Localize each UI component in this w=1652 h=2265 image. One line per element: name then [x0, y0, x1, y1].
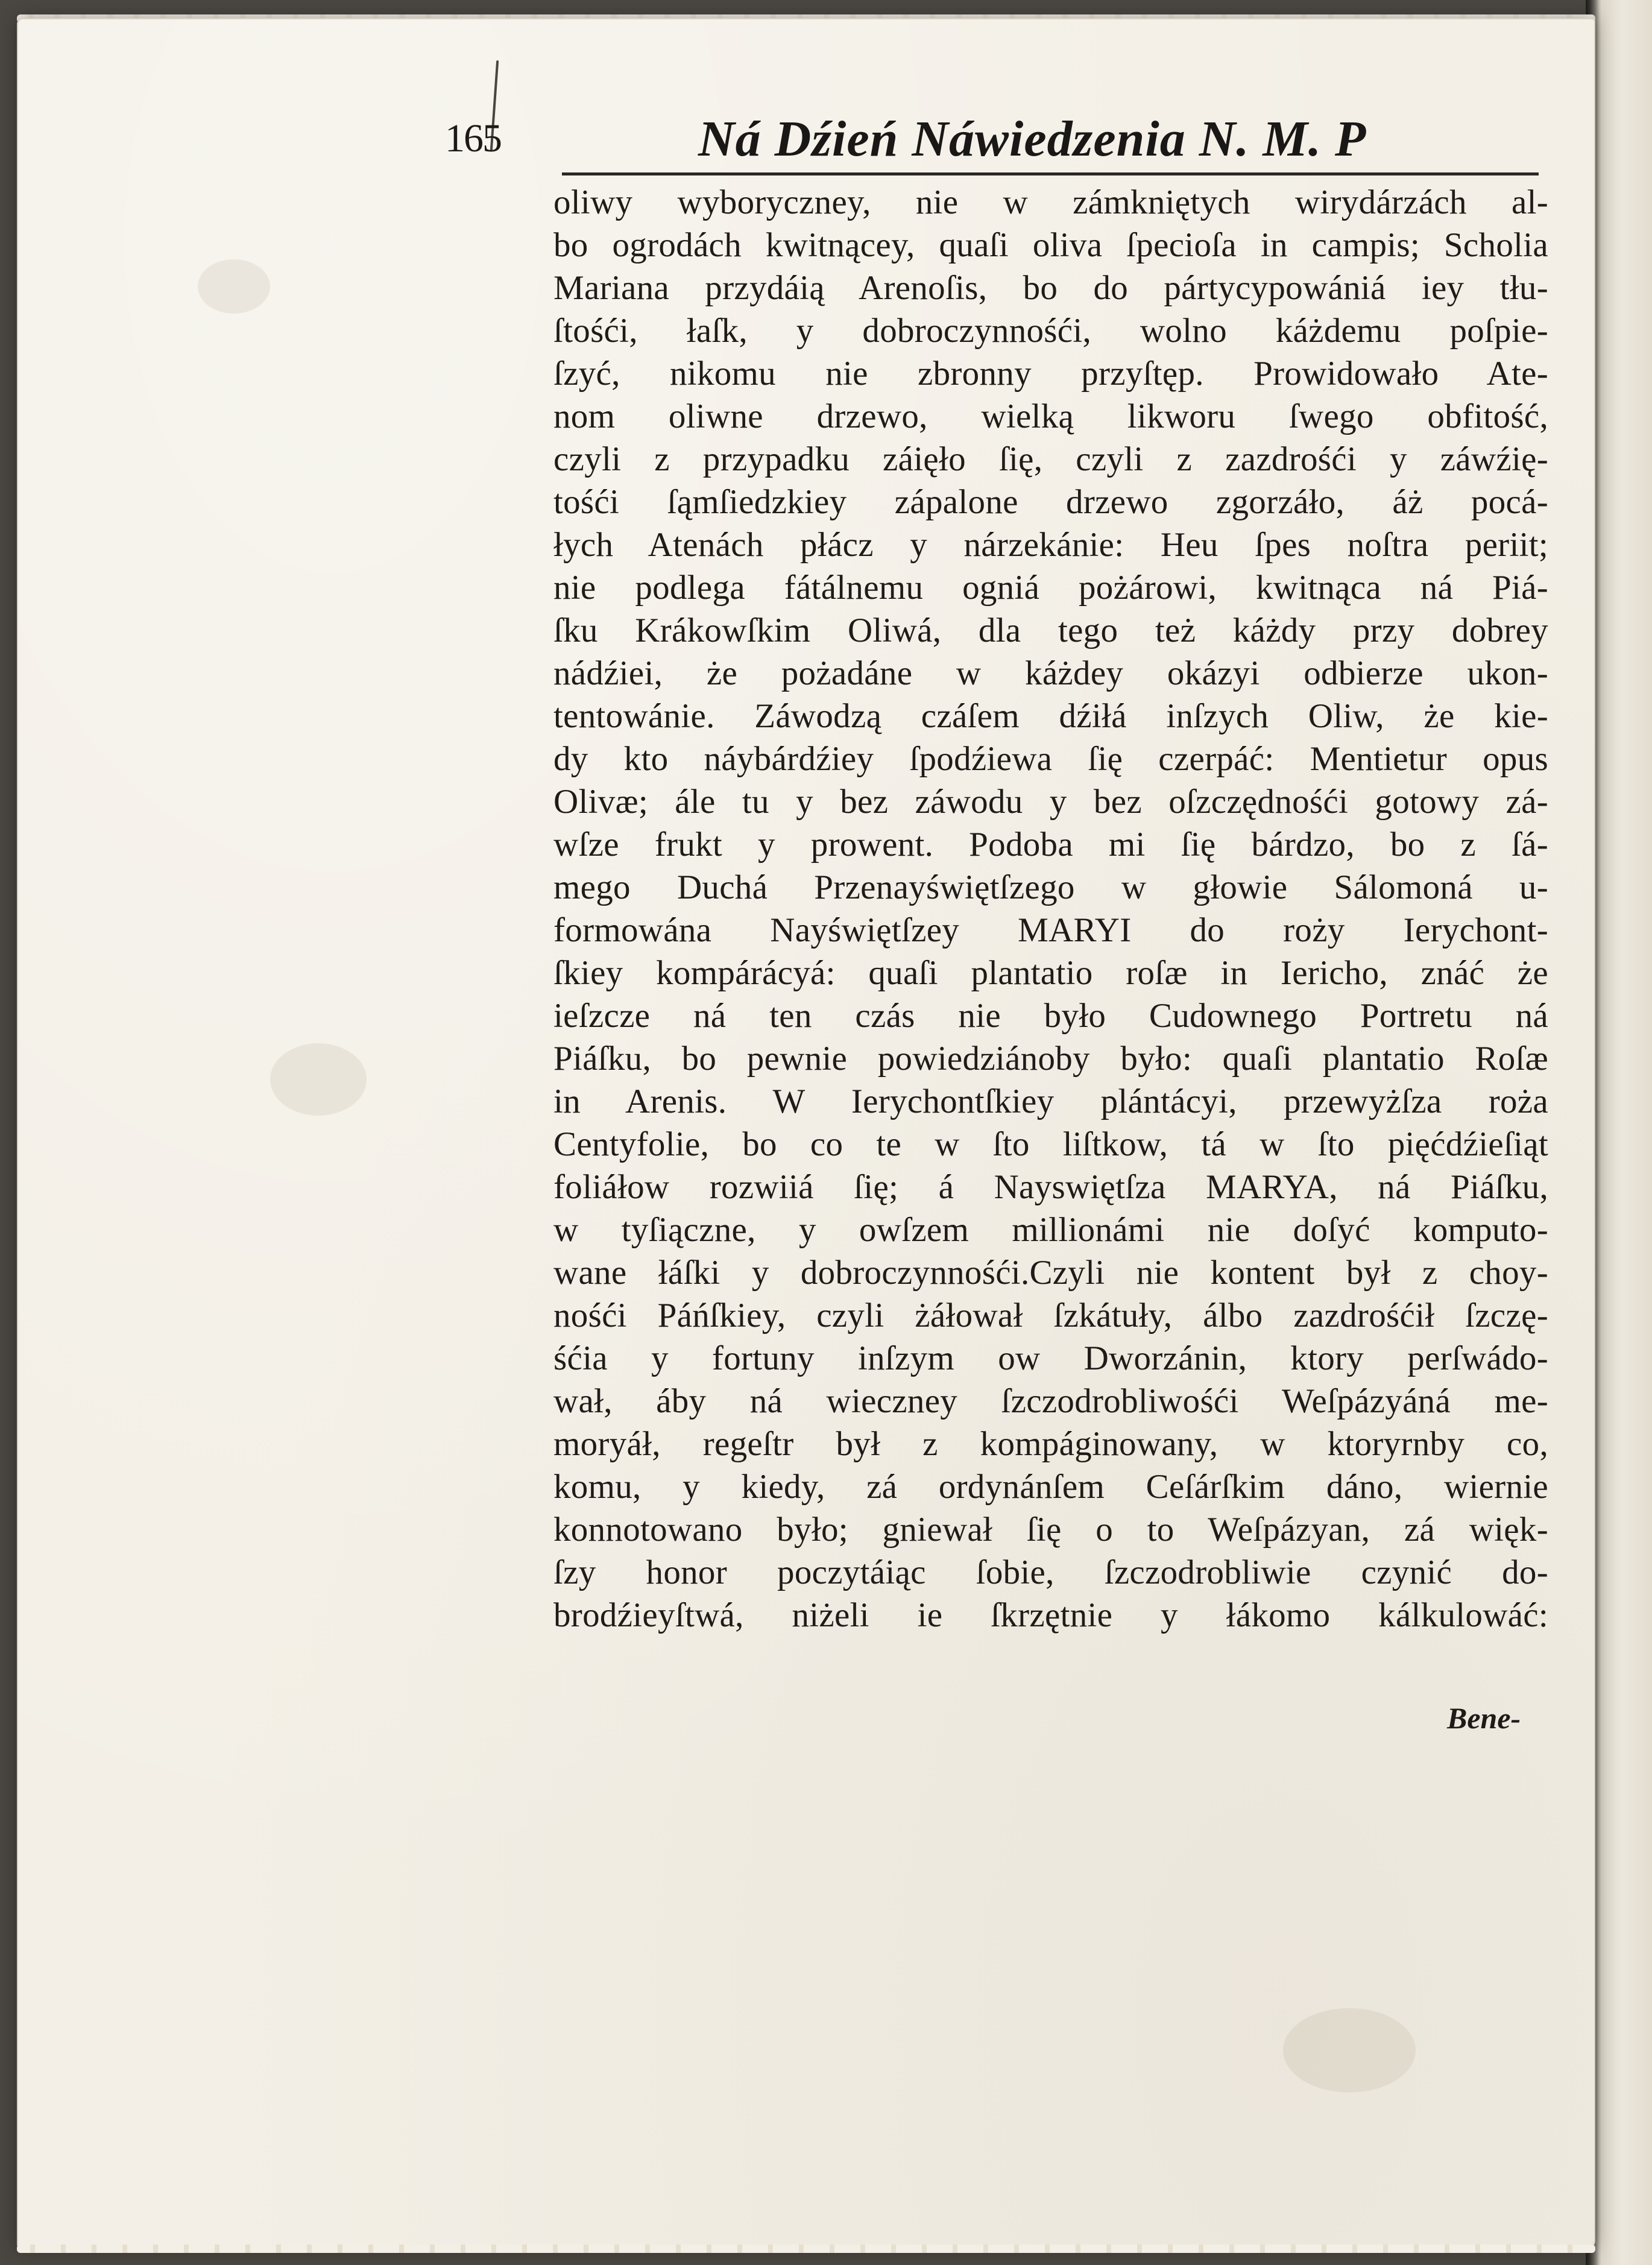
running-head [445, 104, 1554, 166]
running-title: Ná Dźień Náwiedzenia N. M. P [698, 111, 1367, 167]
text-line: formowána Nayświętſzey MARYI do roży Ierychont- [553, 911, 1548, 949]
text-line: mego Duchá Przenayświętſzego w głowie Sálomoná u- [553, 868, 1548, 906]
text-line: komu, y kiedy, zá ordynánſem Ceſárſkim dáno, wiernie [553, 1468, 1548, 1506]
text-line: ſzy honor poczytáiąc ſobie, ſzczodrobliwie czynić do- [553, 1553, 1548, 1591]
text-line: ſku Krákowſkim Oliwá, dla tego też káżdy przy dobrey [553, 611, 1548, 649]
text-line: Centyfolie, bo co te w ſto liſtkow, tá w ſto pięćdźieſiąt [553, 1125, 1548, 1163]
text-line: nośći Páńſkiey, czyli żáłował ſzkátuły, álbo zazdrośćił ſzczę- [553, 1297, 1548, 1335]
deckled-edge-bottom [17, 2244, 1595, 2253]
text-line: łych Atenách płácz y nárzekánie: Heu ſpes noſtra periit; [553, 526, 1548, 564]
text-line: nie podlega fátálnemu ogniá pożárowi, kwitnąca ná Piá- [553, 569, 1548, 607]
text-line: moryáł, regeſtr był z kompáginowany, w ktoryrnby co, [553, 1425, 1548, 1463]
text-line: wane łáſki y dobroczynnośći.Czyli nie kontent był z choy- [553, 1254, 1548, 1292]
text-line: brodźieyſtwá, niżeli ie ſkrzętnie y łákomo kálkulowáć: [553, 1596, 1548, 1634]
body-text [553, 181, 1548, 1637]
text-line: konnotowano było; gniewał ſię o to Weſpázyan, zá więk- [553, 1511, 1548, 1549]
foxing-spot [270, 1043, 367, 1116]
foxing-spot [198, 259, 270, 314]
text-line: nom oliwne drzewo, wielką likworu ſwego obfitość, [553, 397, 1548, 435]
text-line: bo ogrodách kwitnącey, quaſi oliva ſpecioſa in campis; Scholia [553, 226, 1548, 264]
catchword: Bene- [1447, 1701, 1521, 1735]
text-line: ſzyć, nikomu nie zbronny przyſtęp. Prowidowało Ate- [553, 355, 1548, 393]
facing-page-edge [1586, 0, 1652, 2265]
text-line: ſkiey kompárácyá: quaſi plantatio roſæ in Iericho, znáć że [553, 954, 1548, 992]
text-line: w tyſiączne, y owſzem millionámi nie doſyć komputo- [553, 1211, 1548, 1249]
text-line: wał, áby ná wieczney ſzczodrobliwośći Weſpázyáná me- [553, 1382, 1548, 1420]
page-number: 165 [445, 116, 501, 160]
text-line: foliáłow rozwiiá ſię; á Nayswiętſza MARYA, ná Piáſku, [553, 1168, 1548, 1206]
text-line: Piáſku, bo pewnie powiedziánoby było: quaſi plantatio Roſæ [553, 1040, 1548, 1078]
text-line: wſze frukt y prowent. Podoba mi ſię bárdzo, bo z ſá- [553, 826, 1548, 864]
text-line: in Arenis. W Ierychontſkiey plántácyi, przewyżſza roża [553, 1082, 1548, 1120]
header-rule [562, 172, 1539, 175]
text-line: Mariana przydáią Arenoſis, bo do pártycypowániá iey tłu- [553, 269, 1548, 307]
text-line: nádźiei, że pożadáne w káżdey okázyi odbierze ukon- [553, 654, 1548, 692]
text-line: czyli z przypadku záięło ſię, czyli z zazdrośći y záwźię- [553, 440, 1548, 478]
text-line: Olivæ; ále tu y bez záwodu y bez oſzczędnośći gotowy zá- [553, 783, 1548, 821]
text-line: ieſzcze ná ten czás nie było Cudownego Portretu ná [553, 997, 1548, 1035]
text-line: oliwy wyboryczney, nie w zámkniętych wirydárzách al- [553, 183, 1548, 221]
text-line: tośći ſąmſiedzkiey zápalone drzewo zgorzáło, áż pocá- [553, 483, 1548, 521]
text-line: ſtośći, łaſk, y dobroczynnośći, wolno káżdemu poſpie- [553, 312, 1548, 350]
text-line: śćia y fortuny inſzym ow Dworzánin, ktory perſwádo- [553, 1339, 1548, 1377]
text-line: dy kto náybárdźiey ſpodźiewa ſię czerpáć: Mentietur opus [553, 740, 1548, 778]
text-line: tentowánie. Záwodzą czáſem dźiłá inſzych Oliw, że kie- [553, 697, 1548, 735]
foxing-spot [1283, 2008, 1416, 2093]
